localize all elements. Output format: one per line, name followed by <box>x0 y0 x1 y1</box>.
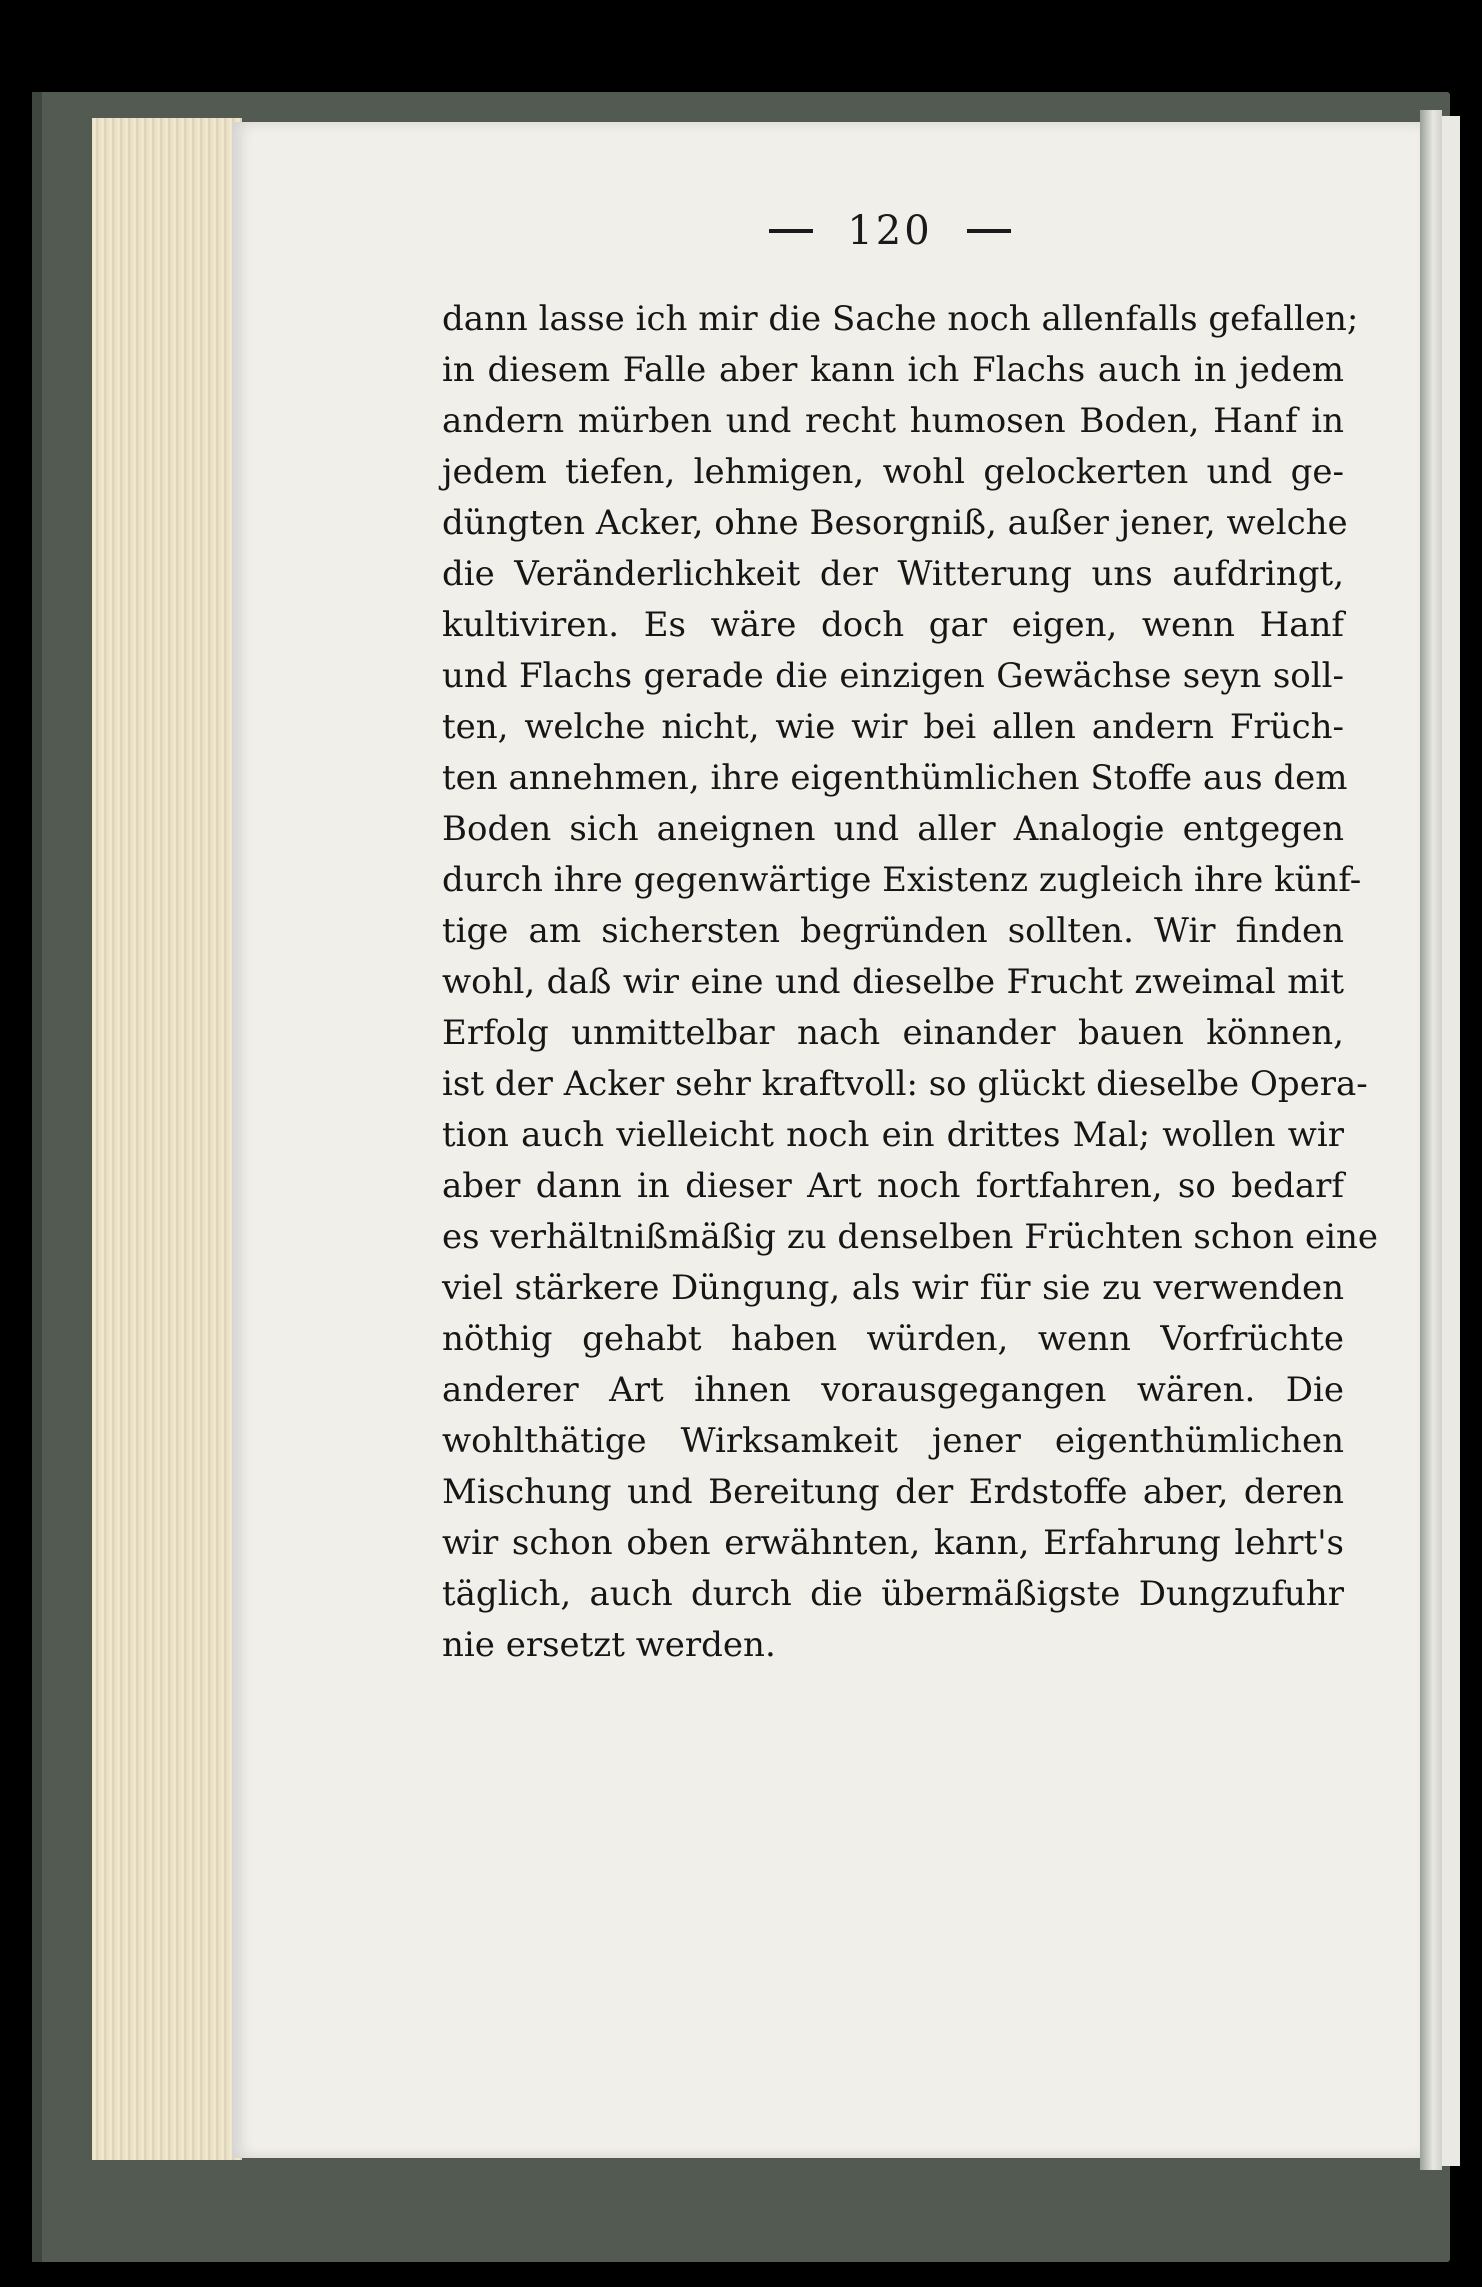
text-line-last: nie ersetzt werden. <box>442 1625 776 1665</box>
text-line: andern mürben und recht humosen Boden, Hanf in <box>442 401 1344 441</box>
text-line: in diesem Falle aber kann ich Flachs auch in jedem <box>442 350 1344 390</box>
book-gutter <box>1420 110 1442 2170</box>
page-header <box>740 206 1040 256</box>
book-cover-edge <box>32 92 42 2262</box>
text-line: dann lasse ich mir die Sache noch allenfalls gefallen; <box>442 299 1359 339</box>
text-line: jedem tiefen, lehmigen, wohl gelockerten und ge- <box>442 452 1344 492</box>
text-line: die Veränderlichkeit der Witterung uns aufdringt, <box>442 554 1344 594</box>
text-line: aber dann in dieser Art noch fortfahren, so bedarf <box>442 1166 1344 1206</box>
header-dash-left <box>769 229 813 233</box>
text-line: viel stärkere Düngung, als wir für sie zu verwenden <box>442 1268 1344 1308</box>
text-line: ten annehmen, ihre eigenthümlichen Stoffe aus dem <box>442 758 1348 798</box>
header-dash-right <box>967 229 1011 233</box>
text-line: kultiviren. Es wäre doch gar eigen, wenn Hanf <box>442 605 1344 645</box>
text-line: ten, welche nicht, wie wir bei allen andern Früch- <box>442 707 1344 747</box>
text-line: wohlthätige Wirksamkeit jener eigenthümlichen <box>442 1421 1344 1461</box>
body-text <box>442 294 1378 1671</box>
text-line: es verhältnißmäßig zu denselben Früchten schon eine <box>442 1217 1378 1257</box>
text-line: wir schon oben erwähnten, kann, Erfahrung lehrt's <box>442 1523 1344 1563</box>
text-line: und Flachs gerade die einzigen Gewächse seyn soll- <box>442 656 1344 696</box>
text-line: tion auch vielleicht noch ein drittes Mal; wollen wir <box>442 1115 1344 1155</box>
text-line: düngten Acker, ohne Besorgniß, außer jener, welche <box>442 503 1348 543</box>
facing-page-edge <box>1442 116 1460 2166</box>
text-line: Mischung und Bereitung der Erdstoffe aber, deren <box>442 1472 1344 1512</box>
text-line: durch ihre gegenwärtige Existenz zugleich ihre künf- <box>442 860 1362 900</box>
text-line: anderer Art ihnen vorausgegangen wären. Die <box>442 1370 1344 1410</box>
text-line: tige am sichersten begründen sollten. Wir finden <box>442 911 1344 951</box>
page-edges-stack <box>92 118 242 2160</box>
page-number: 120 <box>847 208 933 254</box>
text-line: Boden sich aneignen und aller Analogie entgegen <box>442 809 1344 849</box>
text-line: wohl, daß wir eine und dieselbe Frucht zweimal mit <box>442 962 1344 1002</box>
text-line: Erfolg unmittelbar nach einander bauen können, <box>442 1013 1344 1053</box>
text-line: täglich, auch durch die übermäßigste Dungzufuhr <box>442 1574 1344 1614</box>
text-line: ist der Acker sehr kraftvoll: so glückt dieselbe Opera- <box>442 1064 1368 1104</box>
text-line: nöthig gehabt haben würden, wenn Vorfrüchte <box>442 1319 1344 1359</box>
